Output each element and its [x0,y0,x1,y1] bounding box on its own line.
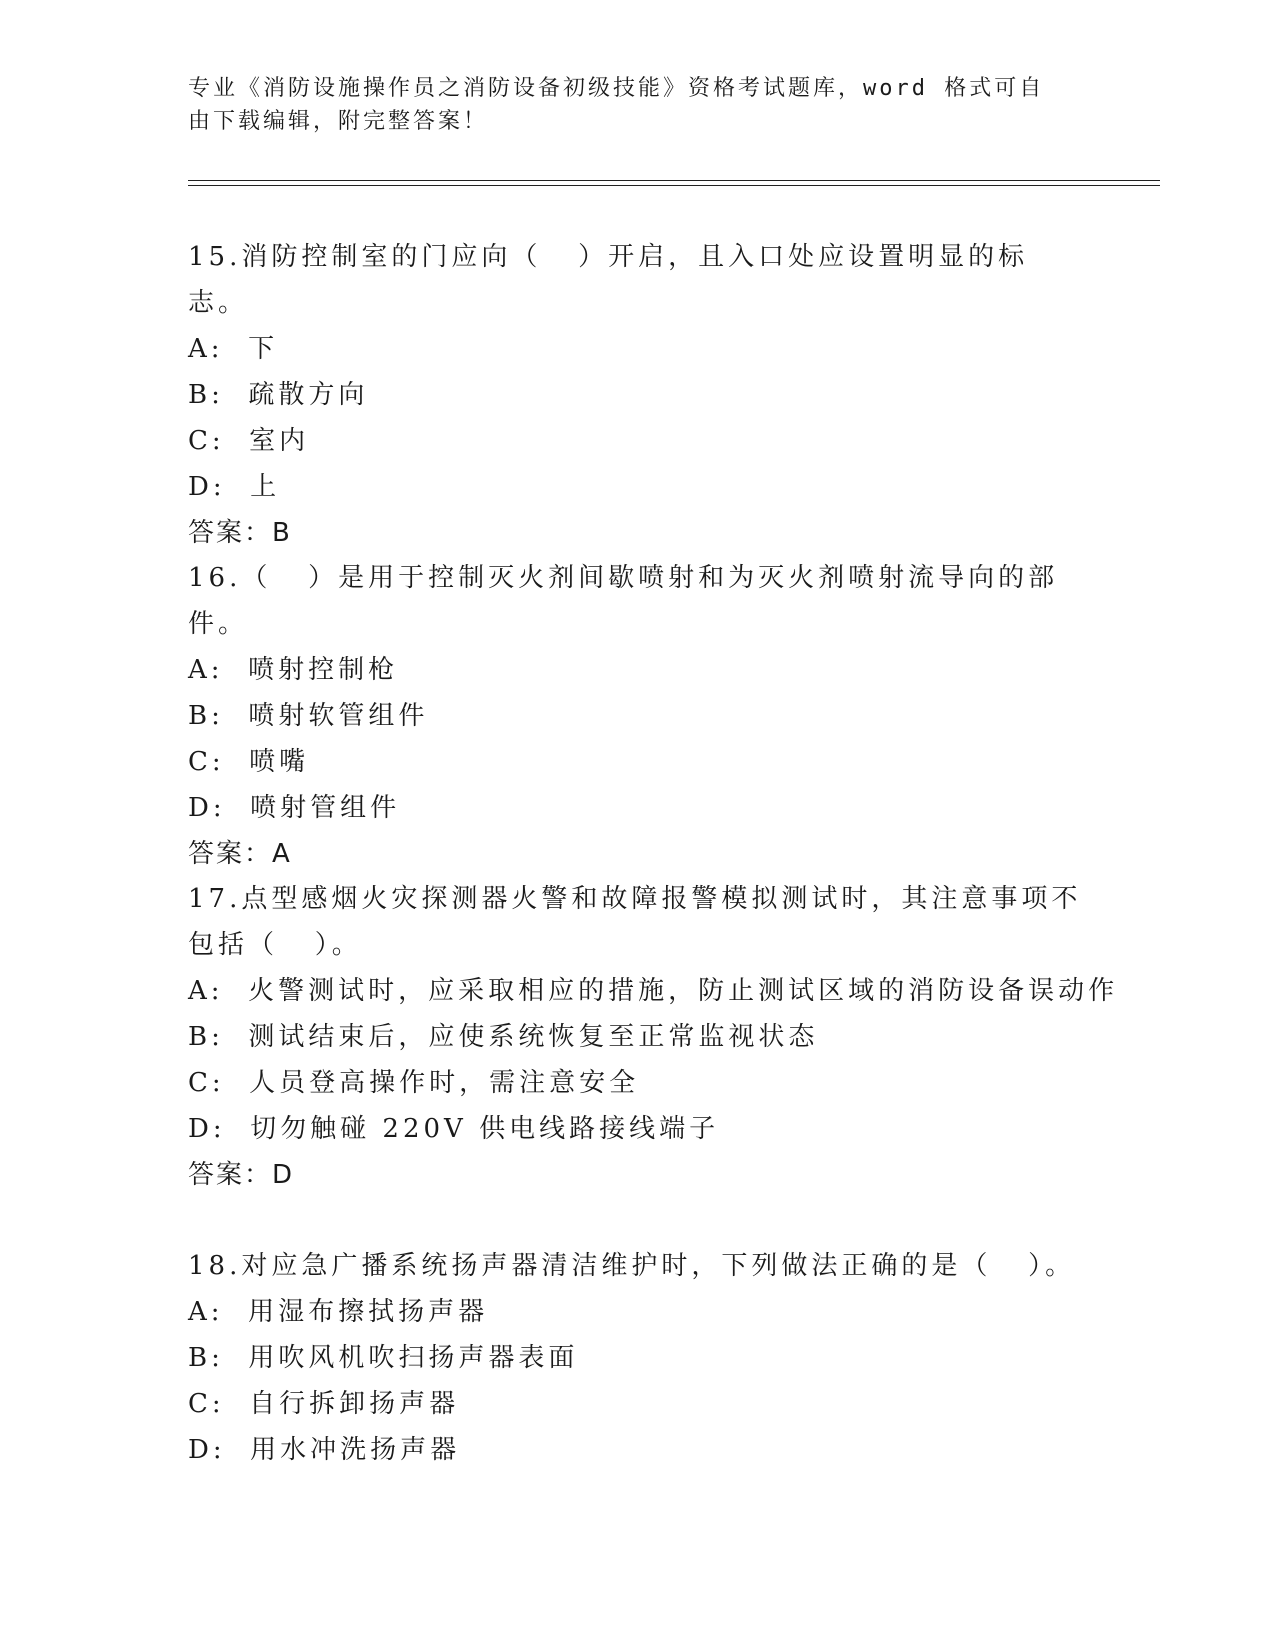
header-divider-top [188,180,1160,181]
header-divider-bottom [188,185,1160,186]
option-d: D: 切勿触碰 220V 供电线路接线端子 [188,1114,720,1144]
option-a: A: 喷射控制枪 [188,655,399,685]
question-18 [188,1243,1088,1473]
question-15 [188,234,1088,556]
option-a: A: 用湿布擦拭扬声器 [188,1297,489,1327]
option-a: A: 下 [188,334,279,364]
document-header: 专业《消防设施操作员之消防设备初级技能》资格考试题库，word 格式可自由下载编辑，附完整答案！ [188,76,1045,134]
option-c: C: 喷嘴 [188,747,310,777]
question-16 [188,555,1088,877]
option-c: C: 人员登高操作时，需注意安全 [188,1068,640,1098]
question-stem: 15.消防控制室的门应向（ ）开启，且入口处应设置明显的标志。 [188,242,1029,318]
question-17 [188,876,1119,1198]
question-stem: 18.对应急广播系统扬声器清洁维护时，下列做法正确的是（ ）。 [188,1251,1076,1281]
option-b: B: 喷射软管组件 [188,701,429,731]
option-b: B: 用吹风机吹扫扬声器表面 [188,1343,579,1373]
question-stem: 16.（ ）是用于控制灭火剂间歇喷射和为灭火剂喷射流导向的部件。 [188,563,1059,639]
option-d: D: 用水冲洗扬声器 [188,1435,461,1465]
question-stem: 17.点型感烟火灾探测器火警和故障报警模拟测试时，其注意事项不包括（ ）。 [188,884,1082,960]
option-c: C: 室内 [188,426,310,456]
answer-line: 答案：B [188,518,292,548]
option-b: B: 测试结束后，应使系统恢复至正常监视状态 [188,1022,819,1052]
option-a: A: 火警测试时，应采取相应的措施，防止测试区域的消防设备误动作 [188,976,1119,1006]
option-d: D: 上 [188,472,281,502]
option-c: C: 自行拆卸扬声器 [188,1389,460,1419]
option-d: D: 喷射管组件 [188,793,401,823]
option-b: B: 疏散方向 [188,380,369,410]
answer-line: 答案：D [188,1160,295,1190]
answer-line: 答案：A [188,839,292,869]
